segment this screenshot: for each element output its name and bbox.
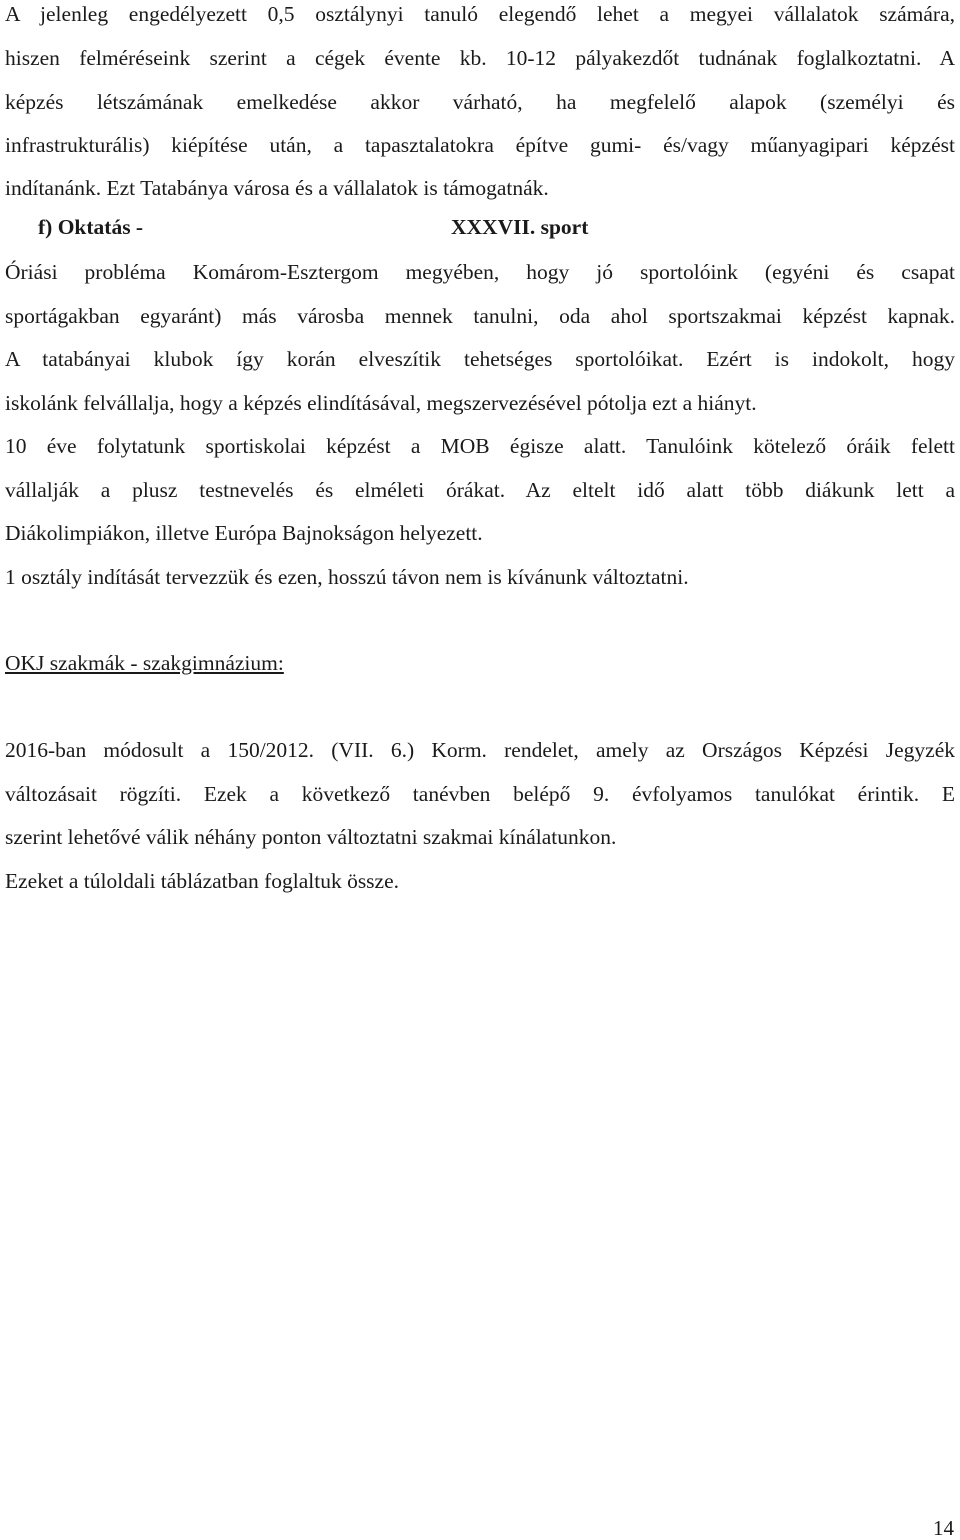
paragraph-2-line-2: sportágakban egyaránt) más városba mennek tanulni, oda ahol sportszakmai képzést kapnak.: [5, 304, 955, 328]
paragraph-2-line-6: vállalják a plusz testnevelés és elméleti órákat. Az eltelt idő alatt több diákunk lett a: [5, 478, 955, 502]
paragraph-3-line-3: szerint lehetővé válik néhány ponton változtatni szakmai kínálatunkon.: [5, 825, 617, 849]
paragraph-2-line-3: A tatabányai klubok így korán elveszítik tehetséges sportolóikat. Ezért is indokolt, hogy: [5, 347, 955, 371]
paragraph-1-line-5: indítanánk. Ezt Tatabánya városa és a vállalatok is támogatnák.: [5, 176, 549, 200]
paragraph-1-line-4: infrastrukturális) kiépítése után, a tapasztalatokra építve gumi- és/vagy műanyagipari képzést: [5, 133, 955, 157]
paragraph-1-line-1: A jelenleg engedélyezett 0,5 osztálynyi tanuló elegendő lehet a megyei vállalatok számára,: [5, 2, 955, 26]
section-heading-right: XXXVII. sport: [451, 215, 589, 239]
paragraph-1-line-2: hiszen felméréseink szerint a cégek évente kb. 10-12 pályakezdőt tudnának foglalkoztatni. A: [5, 46, 955, 70]
page-number: 14: [933, 1516, 954, 1540]
paragraph-3-line-1: 2016-ban módosult a 150/2012. (VII. 6.) Korm. rendelet, amely az Országos Képzési Jegyzék: [5, 738, 955, 762]
paragraph-2-line-5: 10 éve folytatunk sportiskolai képzést a MOB égisze alatt. Tanulóink kötelező óráik felett: [5, 434, 955, 458]
paragraph-2-line-7: Diákolimpiákon, illetve Európa Bajnokságon helyezett.: [5, 521, 483, 545]
section-heading-left: f) Oktatás -: [38, 215, 144, 239]
paragraph-2-line-8: 1 osztály indítását tervezzük és ezen, hosszú távon nem is kívánunk változtatni.: [5, 565, 689, 589]
paragraph-2-line-1: Óriási probléma Komárom-Esztergom megyében, hogy jó sportolóink (egyéni és csapat: [5, 260, 955, 284]
paragraph-3-line-4: Ezeket a túloldali táblázatban foglaltuk össze.: [5, 869, 400, 893]
paragraph-1-line-3: képzés létszámának emelkedése akkor várható, ha megfelelő alapok (személyi és: [5, 90, 955, 114]
subheading-okj: OKJ szakmák - szakgimnázium:: [5, 651, 284, 675]
paragraph-2-line-4: iskolánk felvállalja, hogy a képzés elindításával, megszervezésével pótolja ezt a hiányt.: [5, 391, 757, 415]
paragraph-3-line-2: változásait rögzíti. Ezek a következő tanévben belépő 9. évfolyamos tanulókat érintik. E: [5, 782, 955, 806]
